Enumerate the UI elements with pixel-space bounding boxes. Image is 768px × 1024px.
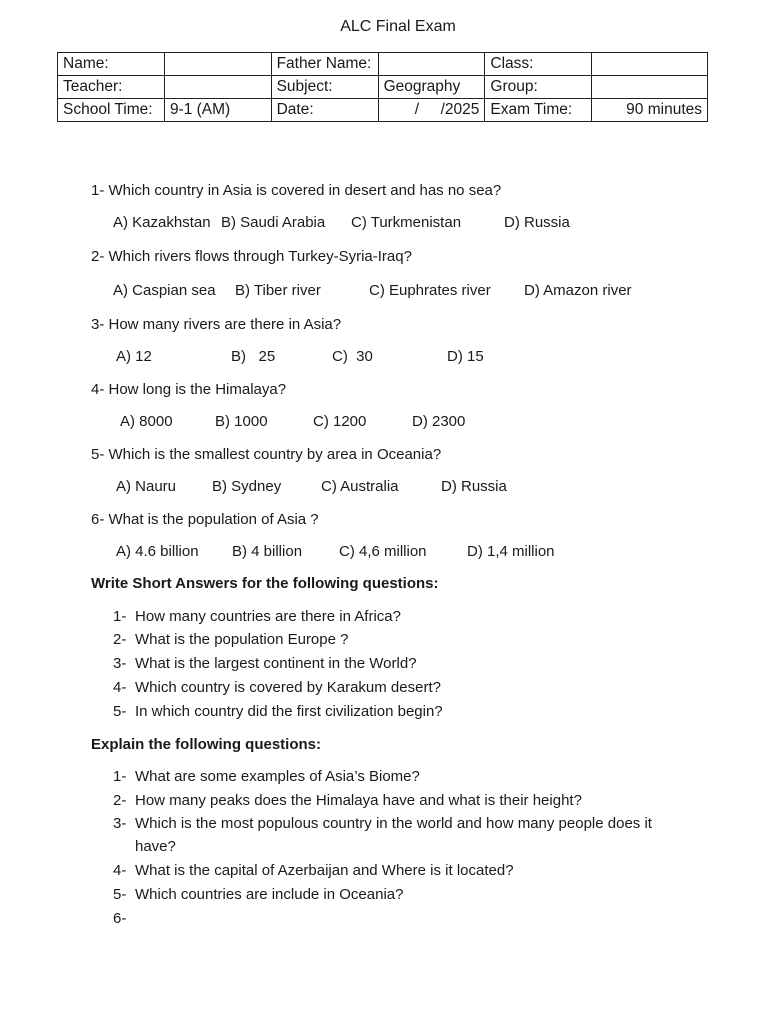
list-item [113,792,582,809]
question-5: 5- Which is the smallest country by area in Oceania? [91,446,442,463]
option-2a: A) Caspian sea [113,282,216,299]
option-2b: B) Tiber river [235,282,321,299]
list-number: 5- [113,703,127,720]
option-3d: D) 15 [447,348,484,365]
list-item [113,862,514,879]
list-item [113,703,443,720]
option-6d: D) 1,4 million [467,543,555,560]
list-number: 4- [113,862,127,879]
option-4a: A) 8000 [120,413,173,430]
list-number: 2- [113,792,127,809]
list-number: 1- [113,768,127,785]
subject-label: Subject: [271,76,378,99]
list-text: Which country is covered by Karakum desert? [135,679,441,696]
list-item-continuation [113,838,176,855]
list-number: 4- [113,679,127,696]
list-number: 2- [113,631,127,648]
teacher-label: Teacher: [58,76,165,99]
list-text: How many countries are there in Africa? [135,608,401,625]
option-6b: B) 4 billion [232,543,303,560]
option-1d: D) Russia [504,214,570,231]
student-info-table [57,52,708,122]
option-2c: C) Euphrates river [369,282,491,299]
list-text: have? [135,838,176,855]
list-text: What is the population Europe ? [135,631,349,648]
list-number: 3- [113,655,127,672]
list-text: What are some examples of Asia’s Biome? [135,768,420,785]
list-text: In which country did the first civilization begin? [135,703,443,720]
option-5a: A) Nauru [116,478,177,495]
option-2d: D) Amazon river [524,282,632,299]
father-name-field [378,53,485,76]
question-1: 1- Which country in Asia is covered in desert and has no sea? [91,182,502,199]
list-number: 6- [113,910,127,927]
list-item [113,679,441,696]
school-time-value: 9-1 (AM) [164,99,271,122]
subject-value: Geography [378,76,485,99]
question-4: 4- How long is the Himalaya? [91,381,287,398]
option-3b: B) 25 [231,348,276,365]
group-label: Group: [485,76,592,99]
info-row [58,76,708,99]
option-1b: B) Saudi Arabia [221,214,326,231]
exam-time-value: 90 minutes [592,99,708,122]
list-text: Which countries are include in Oceania? [135,886,404,903]
list-number: 1- [113,608,127,625]
date-label: Date: [271,99,378,122]
list-item [113,608,401,625]
question-3: 3- How many rivers are there in Asia? [91,316,342,333]
school-time-label: School Time: [58,99,165,122]
option-5d: D) Russia [441,478,507,495]
date-value: / /2025 [378,99,485,122]
list-item [113,768,420,785]
option-4d: D) 2300 [412,413,466,430]
list-text: What is the largest continent in the World? [135,655,417,672]
short-answers-heading: Write Short Answers for the following questions: [91,575,439,592]
list-item [113,815,652,832]
exam-time-label: Exam Time: [485,99,592,122]
question-2: 2- Which rivers flows through Turkey-Syria-Iraq? [91,248,412,265]
info-row [58,53,708,76]
option-3a: A) 12 [116,348,152,365]
class-field [592,53,708,76]
name-label: Name: [58,53,165,76]
option-5c: C) Australia [321,478,399,495]
list-item [113,910,135,927]
option-4b: B) 1000 [215,413,268,430]
class-label: Class: [485,53,592,76]
option-6a: A) 4.6 billion [116,543,199,560]
info-row [58,99,708,122]
option-3c: C) 30 [332,348,373,365]
list-item [113,655,417,672]
exam-title: ALC Final Exam [340,18,456,35]
option-5b: B) Sydney [212,478,282,495]
list-text: How many peaks does the Himalaya have and what is their height? [135,792,582,809]
explain-heading: Explain the following questions: [91,736,322,753]
list-number: 3- [113,815,127,832]
list-item [113,631,349,648]
name-field [164,53,271,76]
list-item [113,886,404,903]
list-number: 5- [113,886,127,903]
father-name-label: Father Name: [271,53,378,76]
list-text: Which is the most populous country in the world and how many people does it [135,815,652,832]
option-1c: C) Turkmenistan [351,214,462,231]
option-6c: C) 4,6 million [339,543,427,560]
option-1a: A) Kazakhstan [113,214,211,231]
teacher-field [164,76,271,99]
option-4c: C) 1200 [313,413,367,430]
question-6: 6- What is the population of Asia ? [91,511,319,528]
group-field [592,76,708,99]
list-text: What is the capital of Azerbaijan and Where is it located? [135,862,514,879]
